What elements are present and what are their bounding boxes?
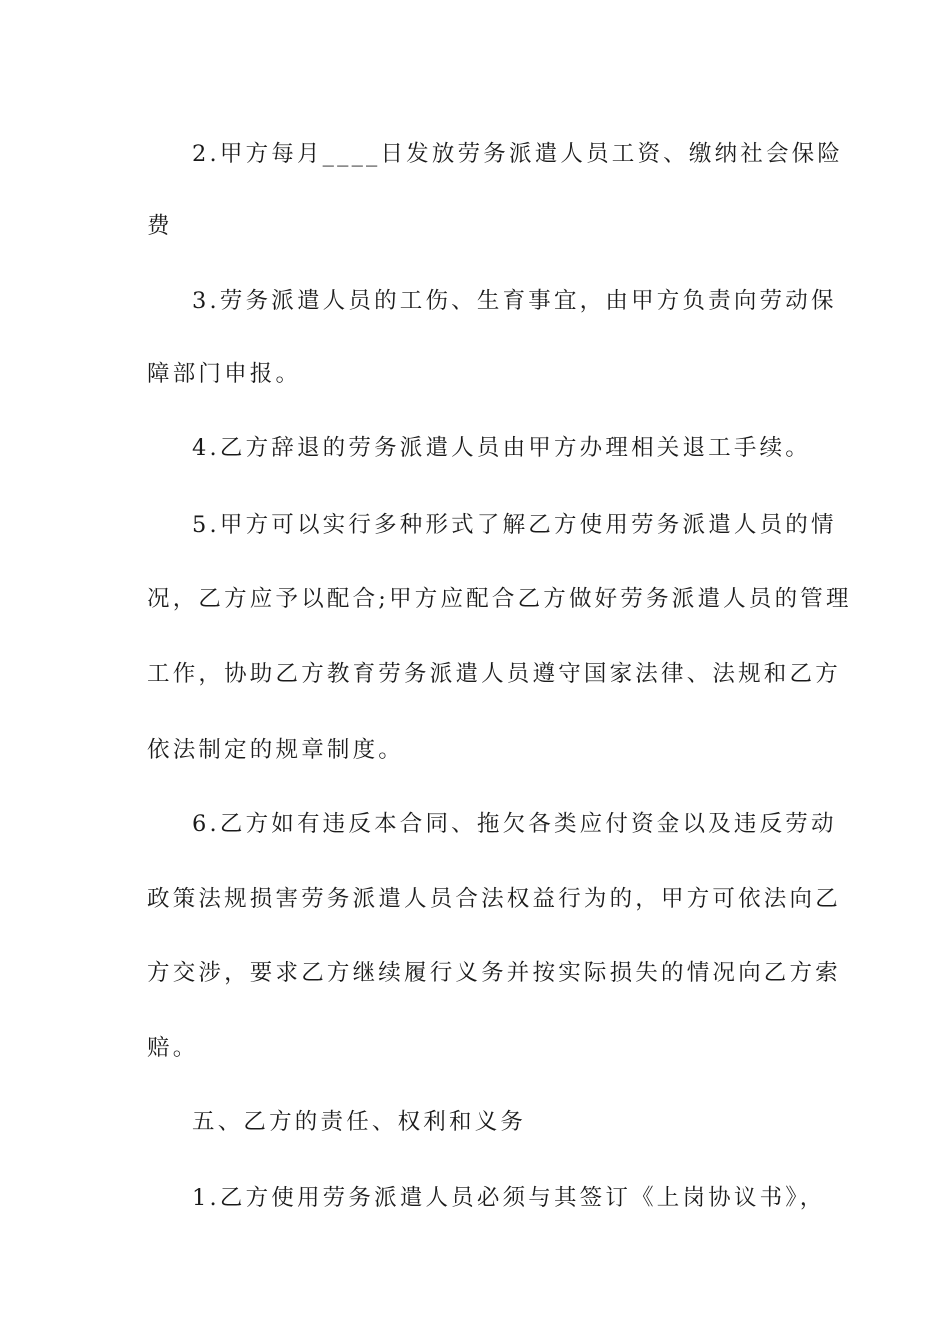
paragraph-6-line-2: 政策法规损害劳务派遣人员合法权益行为的，甲方可依法向乙 <box>147 886 841 912</box>
paragraph-4-line-1: 4.乙方辞退的劳务派遣人员由甲方办理相关退工手续。 <box>192 435 811 461</box>
paragraph-6-line-4: 赔。 <box>147 1035 199 1061</box>
paragraph-5-line-2: 况，乙方应予以配合;甲方应配合乙方做好劳务派遣人员的管理 <box>147 586 852 612</box>
paragraph-2-line-1: 2.甲方每月____日发放劳务派遣人员工资、缴纳社会保险 <box>192 141 844 167</box>
paragraph-5-line-1: 5.甲方可以实行多种形式了解乙方使用劳务派遣人员的情 <box>192 512 837 538</box>
section-heading: 五、乙方的责任、权利和义务 <box>192 1109 527 1135</box>
paragraph-3-line-2: 障部门申报。 <box>147 361 302 387</box>
paragraph-5-line-4: 依法制定的规章制度。 <box>147 737 405 763</box>
paragraph-6-line-1: 6.乙方如有违反本合同、拖欠各类应付资金以及违反劳动 <box>192 811 837 837</box>
paragraph-5-line-3: 工作，协助乙方教育劳务派遣人员遵守国家法律、法规和乙方 <box>147 661 841 687</box>
section-5-item-1-line-1: 1.乙方使用劳务派遣人员必须与其签订《上岗协议书》， <box>192 1185 826 1211</box>
paragraph-6-line-3: 方交涉，要求乙方继续履行义务并按实际损失的情况向乙方索 <box>147 960 841 986</box>
paragraph-2-line-2: 费 <box>147 213 173 239</box>
paragraph-3-line-1: 3.劳务派遣人员的工伤、生育事宜，由甲方负责向劳动保 <box>192 288 837 314</box>
